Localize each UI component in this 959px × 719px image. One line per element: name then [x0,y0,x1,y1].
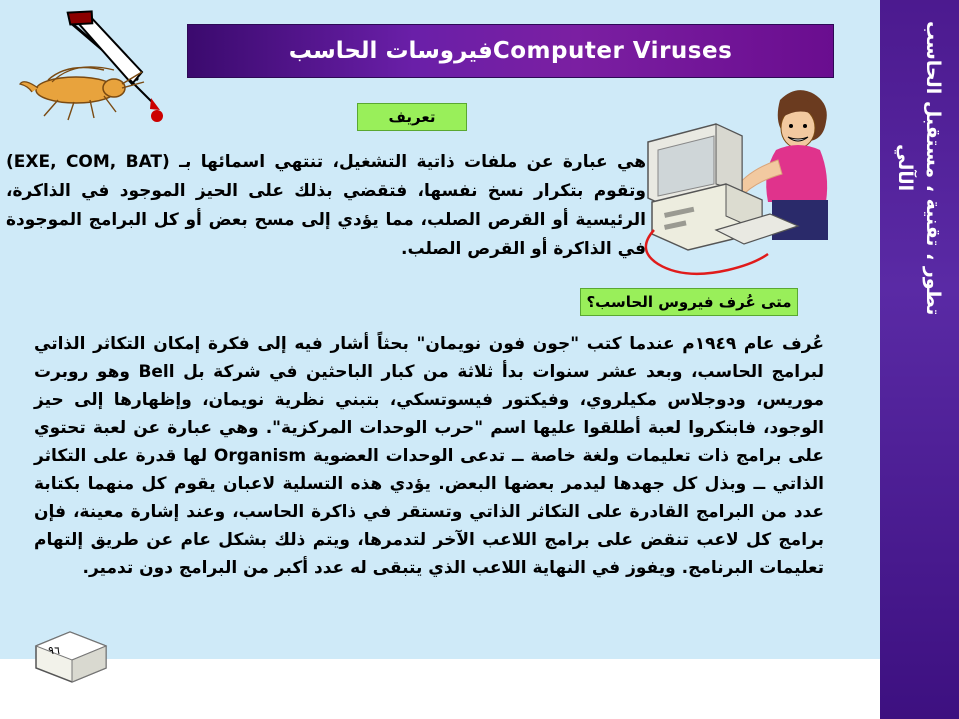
slide-title-banner [187,24,834,78]
section-body-history: عُرف عام ١٩٤٩م عندما كتب "جون فون نويمان" بحثاً أشار فيه إلى فكرة إمكان التكاثر الذاتي لبرامج الحاسب، وبعد عشر سنوات بدأ ثلاثة من كبار الباحثين في شركة بل Bell وهو روبرت موريس، ودوجلاس مكيلروي، وفيكتور فيسوتسكي، بتبني نظرية نويمان، وإظهارها إلى حيز الوجود، فابتكروا لعبة أطلقوا عليها اسم "حرب الوحدات المركزية". وهي عبارة عن لعبة تحتوي على برامج ذات تعليمات ولغة خاصة ــ تدعى الوحدات العضوية Organism لها قدرة على التكاثر الذاتي ــ وبذل كل جهدها ليدمر بعضها البعض. يؤدي هذه التسلية لاعبان يقوم كل منهما بكتابة عدد من البرامج القادرة على التكاثر الذاتي وتستقر في ذاكرة الحاسب، وعند إشارة معينة، فإن برامج كل لاعب تنقض على برامج اللاعب الآخر لتدمرها، ويتم ذلك بشكل عام عن طريق إلتهام تعليمات البرنامج. ويفوز في النهاية اللاعب الذي يتبقى له عدد أكبر من البرامج دون تدمير. [34,334,824,578]
section-body-definition: هي عبارة عن ملفات ذاتية التشغيل، تنتهي اسمائها بـ (EXE, COM, BAT) وتقوم بتكرار نسخ نفسها، فتقضي بذلك على الحيز الموجود في الذاكرة، الرئيسية أو القرص الصلب، مما يؤدي إلى مسح بعض أو كل البرامج الموجودة في الذاكرة أو القرص الصلب. [6,152,646,259]
keycap-page-number [26,620,146,700]
section-heading-definition: تعريف [357,103,467,131]
page-title: Computer Virusesفيروسات الحاسب [288,38,733,64]
page-number-label: ٩٦ [48,644,60,657]
side-band [880,0,959,719]
side-band-label: تطور ، تقنية ، مستقبل الحاسب الآلي [894,20,944,316]
computer-user-illustration [630,80,860,280]
section-heading-history: متى عُرف فيروس الحاسب؟ [580,288,798,316]
mosquito-syringe-icon [10,10,200,130]
